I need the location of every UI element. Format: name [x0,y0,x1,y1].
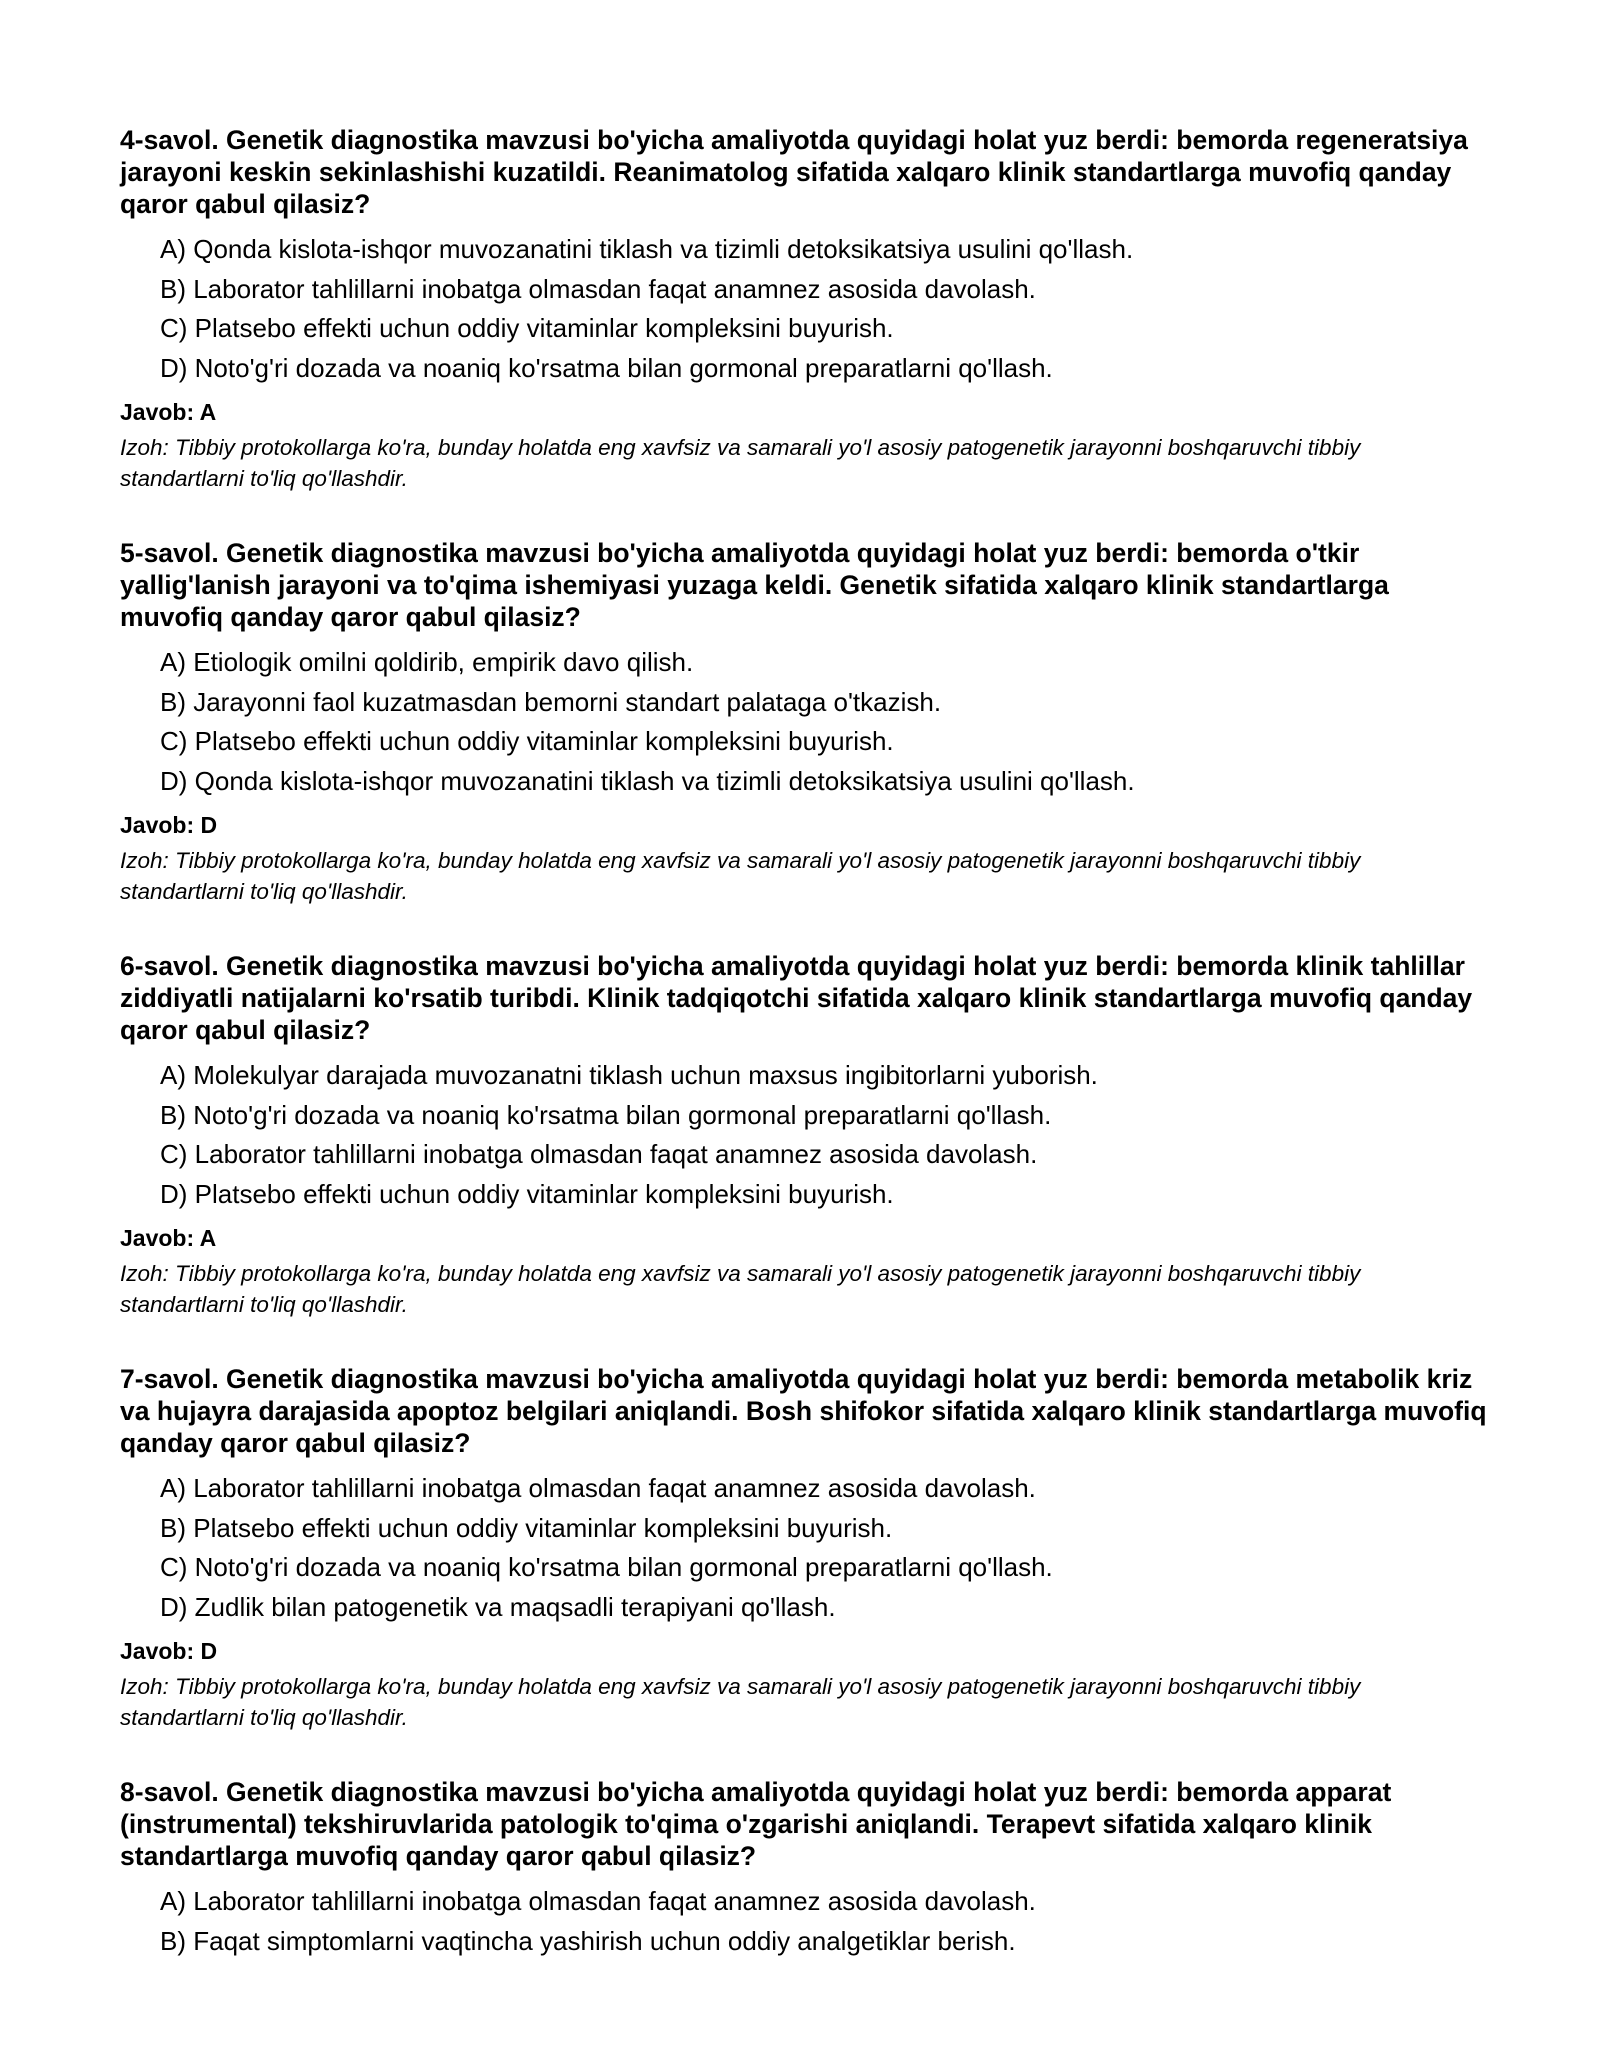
option-list [120,643,1490,801]
option-a: A) Laborator tahlillarni inobatga olmasdan faqat anamnez asosida davolash. [160,1886,1036,1916]
answer-label: Javob: D [120,1638,218,1664]
question-title: 6-savol. Genetik diagnostika mavzusi bo'yicha amaliyotda quyidagi holat yuz berdi: bemorda klinik tahlillar ziddiyatli natijalarni ko'rsatib turibdi. Klinik tadqiqotchi sifatida xalqaro klinik standartlarga muvofiq qanday qaror qabul qilasiz? [120,951,1473,1045]
answer-label: Javob: A [120,1225,217,1251]
option-list [120,1056,1490,1214]
question-block [120,1363,1490,1733]
explanation-note: Izoh: Tibbiy protokollarga ko'ra, bunday holatda eng xavfsiz va samarali yo'l asosiy patogenetik jarayonni boshqaruvchi tibbiy standartlarni to'liq qo'llashdir. [120,1261,1361,1317]
explanation-note: Izoh: Tibbiy protokollarga ko'ra, bunday holatda eng xavfsiz va samarali yo'l asosiy patogenetik jarayonni boshqaruvchi tibbiy standartlarni to'liq qo'llashdir. [120,435,1361,491]
option-d: D) Qonda kislota-ishqor muvozanatini tiklash va tizimli detoksikatsiya usulini qo'llash. [160,765,1135,796]
option-d: D) Platsebo effekti uchun oddiy vitaminlar kompleksini buyurish. [160,1178,894,1209]
option-c: C) Noto'g'ri dozada va noaniq ko'rsatma bilan gormonal preparatlarni qo'llash. [160,1552,1053,1582]
question-block [120,950,1490,1320]
explanation-note: Izoh: Tibbiy protokollarga ko'ra, bunday holatda eng xavfsiz va samarali yo'l asosiy patogenetik jarayonni boshqaruvchi tibbiy standartlarni to'liq qo'llashdir. [120,1674,1361,1730]
question-block [120,1776,1490,1961]
option-c: C) Platsebo effekti uchun oddiy vitaminlar kompleksini buyurish. [160,726,894,756]
answer-label: Javob: A [120,399,217,425]
option-b: B) Faqat simptomlarni vaqtincha yashirish uchun oddiy analgetiklar berish. [160,1925,1016,1956]
question-block [120,124,1490,494]
option-list [120,1469,1490,1627]
option-list [120,1882,1490,1961]
question-block [120,537,1490,907]
option-b: B) Laborator tahlillarni inobatga olmasdan faqat anamnez asosida davolash. [160,273,1036,304]
option-b: B) Jarayonni faol kuzatmasdan bemorni standart palataga o'tkazish. [160,686,942,717]
option-c: C) Laborator tahlillarni inobatga olmasdan faqat anamnez asosida davolash. [160,1139,1038,1169]
question-title: 4-savol. Genetik diagnostika mavzusi bo'yicha amaliyotda quyidagi holat yuz berdi: bemorda regeneratsiya jarayoni keskin sekinlashishi kuzatildi. Reanimatolog sifatida xalqaro klinik standartlarga muvofiq qanday qaror qabul qilasiz? [120,125,1468,219]
question-title: 5-savol. Genetik diagnostika mavzusi bo'yicha amaliyotda quyidagi holat yuz berdi: bemorda o'tkir yallig'lanish jarayoni va to'qima ishemiyasi yuzaga keldi. Genetik sifatida xalqaro klinik standartlarga muvofiq qanday qaror qabul qilasiz? [120,538,1389,632]
explanation-note: Izoh: Tibbiy protokollarga ko'ra, bunday holatda eng xavfsiz va samarali yo'l asosiy patogenetik jarayonni boshqaruvchi tibbiy standartlarni to'liq qo'llashdir. [120,848,1361,904]
option-a: A) Molekulyar darajada muvozanatni tiklash uchun maxsus ingibitorlarni yuborish. [160,1060,1098,1090]
option-a: A) Qonda kislota-ishqor muvozanatini tiklash va tizimli detoksikatsiya usulini qo'llash. [160,234,1134,264]
option-d: D) Noto'g'ri dozada va noaniq ko'rsatma bilan gormonal preparatlarni qo'llash. [160,352,1053,383]
option-c: C) Platsebo effekti uchun oddiy vitaminlar kompleksini buyurish. [160,313,894,343]
option-a: A) Laborator tahlillarni inobatga olmasdan faqat anamnez asosida davolash. [160,1473,1036,1503]
question-title: 8-savol. Genetik diagnostika mavzusi bo'yicha amaliyotda quyidagi holat yuz berdi: bemorda apparat (instrumental) tekshiruvlarida patologik to'qima o'zgarishi aniqlandi. Terapevt sifatida xalqaro klinik standartlarga muvofiq qanday qaror qabul qilasiz? [120,1777,1392,1871]
question-title: 7-savol. Genetik diagnostika mavzusi bo'yicha amaliyotda quyidagi holat yuz berdi: bemorda metabolik kriz va hujayra darajasida apoptoz belgilari aniqlandi. Bosh shifokor sifatida xalqaro klinik standartlarga muvofiq qanday qaror qabul qilasiz? [120,1364,1487,1458]
document-page [120,124,1490,2004]
option-list [120,230,1490,388]
option-a: A) Etiologik omilni qoldirib, empirik davo qilish. [160,647,694,677]
option-b: B) Platsebo effekti uchun oddiy vitaminlar kompleksini buyurish. [160,1512,893,1543]
option-b: B) Noto'g'ri dozada va noaniq ko'rsatma bilan gormonal preparatlarni qo'llash. [160,1099,1052,1130]
answer-label: Javob: D [120,812,218,838]
option-d: D) Zudlik bilan patogenetik va maqsadli terapiyani qo'llash. [160,1591,836,1622]
